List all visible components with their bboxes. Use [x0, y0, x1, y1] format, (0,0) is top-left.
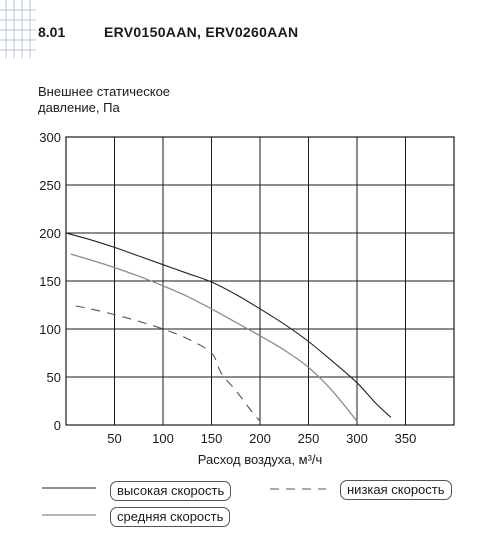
y-axis-label: Внешнее статическое давление, Па: [38, 84, 171, 115]
section-number: 8.01: [38, 24, 66, 40]
x-axis-label: Расход воздуха, м³/ч: [197, 452, 323, 467]
page-title: ERV0150AAN, ERV0260AAN: [104, 24, 299, 40]
x-tick-label: 300: [346, 431, 368, 446]
x-tick-label: 200: [249, 431, 271, 446]
legend-label-high: высокая скорость: [110, 481, 231, 501]
x-tick-label: 150: [200, 431, 223, 446]
y-tick-label: 0: [53, 418, 61, 433]
x-tick-label: 250: [297, 431, 320, 446]
y-tick-label: 250: [39, 178, 61, 193]
legend-label-medium: средняя скорость: [110, 507, 230, 527]
y-tick-label: 300: [39, 130, 61, 145]
y-tick-label: 200: [39, 226, 61, 241]
series-line-low-speed: [76, 306, 260, 421]
y-tick-label: 50: [46, 370, 61, 385]
x-tick-label: 350: [394, 431, 417, 446]
x-tick-label: 100: [152, 431, 174, 446]
legend-label-low: низкая скорость: [340, 480, 452, 500]
y-tick-label: 150: [39, 274, 61, 289]
y-tick-label: 100: [39, 322, 61, 337]
x-tick-label: 50: [107, 431, 122, 446]
series-line-medium-speed: [71, 254, 357, 421]
